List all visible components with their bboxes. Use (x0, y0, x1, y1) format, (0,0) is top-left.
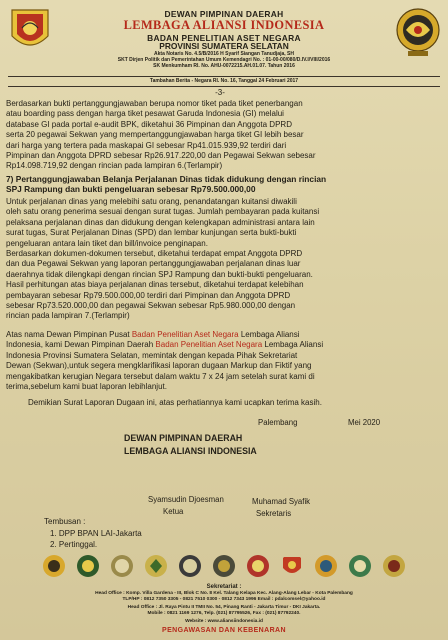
signer2-role: Sekretaris (256, 509, 292, 518)
signature-org-line-2: LEMBAGA ALIANSI INDONESIA (124, 446, 257, 456)
text-line: pembayaran sebesar Rp79.500.000,00 terdiri dari Pimpinan dan Anggota DPRD (6, 290, 291, 300)
header-divider-thick (8, 86, 440, 87)
text-line: database GI pada portal e-audit BPK, diketahui 36 Pimpinan dan Anggota DPRD (6, 119, 292, 129)
footer-head-office-2: Head Office : Jl. Raya Pintu II TMII No. 54, Pinang Ranti - Jakarta Timur - DKI Jakarta. (127, 605, 321, 610)
partner-logo-7-icon (246, 554, 270, 578)
text-line: Hasil perhitungan atas biaya perjalanan dinas tersebut, diketahui terdapat kelebihan (6, 280, 304, 290)
cc-item-1: 1. DPP BPAN LAI-Jakarta (50, 529, 142, 538)
signature-place: Palembang (258, 418, 298, 427)
cc-item-2: 2. Pertinggal. (50, 540, 98, 549)
text-line: pengeluaran antara lain tiket dan bill/invoice penginapan. (6, 238, 208, 248)
header-meta-2: SKT Dirjen Politik dan Pemerintahan Umum Kemendagri No. : 01-00-00/080/D.IV.I/VIII/2016 (117, 57, 331, 63)
text-line: rincian pada lampiran 7.(Terlampir) (6, 311, 130, 321)
footer-phone: TLP/HP : 0812 7350 3305 - 0821 7510 0300 - 0812 7343 1996 Email : pdalcomsel@yahoo.id (122, 597, 326, 602)
page-number: -3- (215, 88, 225, 97)
footer-head-office: Head Office : Komp. Villa Gardena - III, Blok C No. 8 Kel. Talang Kelapa Kec. Alang-Alang Lebar - Kota Palembang (95, 591, 353, 596)
text-line: serta 20 pegawai Sekwan yang mempertanggungjawaban harga tiket GI lebih besar (6, 130, 304, 140)
text-line: Berdasarkan dokumen-dokumen tersebut, diketahui terdapat empat Anggota DPRD (6, 249, 303, 259)
section-heading-7 (6, 174, 438, 195)
alliance-round-logo (394, 6, 442, 58)
text-line: Pimpinan dan Anggota DPRD sebesar Rp26.917.220,00 dan Pegawai Sekwan sebesar (6, 151, 316, 161)
text-line: dari harga yang tertera pada maskapai GI sebesar Rp41.015.939,92 terdiri dari (6, 140, 287, 150)
text-line: oleh satu orang penerima sesuai dengan surat tugas. Jumlah pembayaran pada kuitansi (6, 207, 320, 217)
text-line: pelaksana perjalanan dinas dan didukung dengan kelengkapan administrasi antara lain (6, 217, 315, 227)
paragraph-ticket-findings (6, 99, 438, 172)
partner-logo-10-icon (348, 554, 372, 578)
partner-logos-row (42, 554, 406, 580)
text-line: sebesar Rp73.520.000,00 dan pegawai Sekwan sebesar Rp5.980.000,00 dengan (6, 301, 296, 311)
text-line: surat tugas, Surat Perjalanan Dinas (SPD) dan lembar kunjungan serta bukti-bukti (6, 228, 297, 238)
footer-secretariat-label: Sekretariat : (206, 584, 242, 590)
text-line: Indonesia Provinsi Sumatera Selatan, memintak dengan kepada Pihak Sekretariat (6, 350, 298, 360)
footer-website: Website : www.aliansiindonesia.id (185, 619, 263, 624)
header-line-4: PROVINSI SUMATERA SELATAN (159, 41, 289, 51)
text-line: dan dua Pegawai Sekwan yang laporan pertanggungjawaban perjalanan dinas luar (6, 259, 301, 269)
signer1-role: Ketua (163, 507, 184, 516)
header-line-3: BADAN PENELITIAN ASET NEGARA (147, 33, 301, 43)
header-line-1: DEWAN PIMPINAN DAERAH (164, 9, 284, 19)
text-line: Dewan (Sekwan),untuk segera mengklarifikasi laporan dugaan Markup dan Fiktif yang (6, 361, 312, 371)
partner-logo-3-icon (110, 554, 134, 578)
cc-label: Tembusan : (44, 517, 86, 526)
text-line: Untuk perjalanan dinas yang melebihi satu orang, penandatangan kuitansi diwakili (6, 197, 297, 206)
text-line: Indonesia, kami Dewan Pimpinan Daerah Badan Penelitian Aset Negara Lembaga Aliansi (6, 340, 324, 350)
partner-logo-9-icon (314, 554, 338, 578)
header-divider-thin (8, 76, 440, 77)
text-line: mengakibatkan kerugian Negara tersebut dalam waktu 7 x 24 jam setelah surat kami di (6, 371, 315, 381)
partner-logo-4-icon (144, 554, 168, 578)
closing-sentence: Demikian Surat Laporan Dugaan ini, atas perhatiannya kami ucapkan terima kasih. (28, 398, 322, 407)
partner-logo-1-icon (42, 554, 66, 578)
garuda-shield-logo (8, 6, 52, 56)
text-line: Berdasarkan bukti pertanggungjawaban berupa nomor tiket pada tiket penerbangan (6, 99, 303, 108)
paragraph-request (6, 330, 438, 392)
header-meta-4: Tambahan Berita - Negara RI. No. 16, Tanggal 24 Februari 2017 (149, 78, 299, 84)
text-line: atau boarding pass dengan harga tiket pesawat Garuda Indonesia (GI) melalui (6, 109, 284, 119)
signature-org-line-1: DEWAN PIMPINAN DAERAH (124, 433, 243, 443)
header-meta-3: SK Menkumham RI. No. AHU-0072215.AH.01.07. Tahun 2016 (153, 63, 295, 69)
partner-logo-6-icon (212, 554, 236, 578)
paragraph-travel-findings (6, 197, 438, 322)
header-org-name: LEMBAGA ALIANSI INDONESIA (123, 18, 325, 32)
partner-logo-5-icon (178, 554, 202, 578)
text-line: daerahnya tidak dilengkapi dengan rincian SPJ Rampung dan bukti-bukti pengeluaran. (6, 269, 313, 279)
heading-line: SPJ Rampung dan bukti pengeluaran sebesar Rp79.500.000,00 (6, 184, 256, 195)
text-line: Rp14.098.719,92 dengan rincian pada lampiran 6.(Terlampir) (6, 161, 223, 171)
partner-logo-11-icon (382, 554, 406, 578)
heading-line: 7) Pertanggungjawaban Belanja Perjalanan Dinas tidak didukung dengan rincian (6, 174, 327, 184)
header-meta-1: Akta Notaris No. 4.5/B/2016 H Syarif Siangan Tanudjaja, SH (154, 51, 294, 57)
signer1-name: Syamsudin Djoesman (148, 495, 224, 504)
signature-date: Mei 2020 (348, 418, 381, 427)
partner-logo-8-icon (280, 554, 304, 578)
footer-mobile: Mobile : 0821 1169 1276, Telp. (021) 87795526, Fax : (021) 87792240. (147, 611, 301, 616)
signer2-name: Muhamad Syafik (252, 497, 311, 506)
partner-logo-2-icon (76, 554, 100, 578)
footer-motto: PENGAWASAN DAN KEBENARAN (162, 627, 286, 634)
text-line: Atas nama Dewan Pimpinan Pusat Badan Penelitian Aset Negara Lembaga Aliansi (6, 330, 300, 339)
text-line: terima,sebelum kami buat laporan lebihlanjut. (6, 382, 167, 392)
